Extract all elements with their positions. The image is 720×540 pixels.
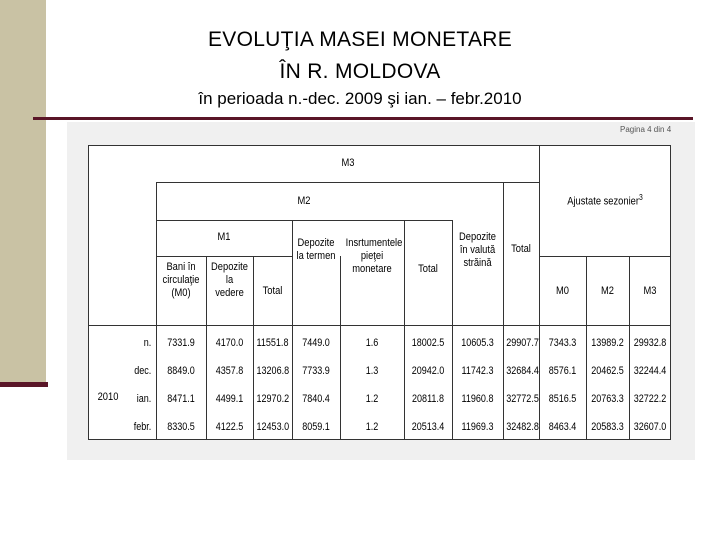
table-cell: 4122.5	[215, 421, 244, 433]
table-cell: 20462.5	[591, 365, 624, 377]
col-divider	[586, 256, 587, 440]
table-cell: 4357.8	[215, 365, 244, 377]
table-cell: 8849.0	[167, 365, 195, 377]
col-divider	[340, 256, 341, 440]
col-divider	[452, 220, 453, 440]
col-divider	[503, 182, 504, 440]
table-cell: 13989.2	[591, 337, 624, 349]
table-cell: 11969.3	[461, 421, 494, 433]
left-bar-accent	[0, 382, 48, 387]
table-cell: 29932.8	[633, 337, 667, 349]
slide-subtitle: în perioada n.-dec. 2009 şi ian. – febr.2010	[198, 89, 522, 108]
column-header: M3	[643, 285, 657, 297]
col-divider	[156, 182, 157, 440]
slide-title-line-1: EVOLUŢIA MASEI MONETARE	[207, 28, 513, 51]
table-border-left	[88, 145, 89, 440]
column-header: M0	[556, 285, 569, 297]
column-header: Bani în circulaţie (M0)	[162, 261, 200, 299]
row-period-label: dec.	[134, 365, 152, 377]
year-label: 2010	[97, 391, 119, 403]
table-cell: 11742.3	[461, 365, 494, 377]
column-header: Depozite în valută străină	[459, 231, 496, 269]
table-cell: 1.2	[365, 393, 379, 405]
header-seasonally-adjusted-label: Ajustate sezonier	[567, 195, 639, 208]
table-cell: 20763.3	[591, 393, 624, 405]
rule-under-m3	[156, 182, 540, 183]
table-cell: 32244.4	[633, 365, 667, 377]
table-cell: 7343.3	[548, 337, 577, 349]
table-cell: 29907.7	[506, 337, 539, 349]
column-header: Insrtumentele pieţei monetare	[345, 237, 403, 275]
title-underline-rule	[33, 117, 693, 120]
table-cell: 32607.0	[633, 421, 667, 433]
col-divider	[539, 145, 540, 440]
table-cell: 8463.4	[548, 421, 577, 433]
rule-under-m2	[156, 220, 452, 221]
row-period-label: ian.	[136, 393, 152, 405]
table-cell: 1.6	[365, 337, 379, 349]
monetary-mass-table	[88, 145, 671, 440]
header-m2: M2	[297, 195, 311, 207]
table-cell: 20942.0	[411, 365, 445, 377]
table-cell: 12970.2	[256, 393, 290, 405]
table-cell: 8059.1	[302, 421, 330, 433]
footnote-marker: 3	[638, 193, 643, 202]
table-cell: 12453.0	[256, 421, 290, 433]
table-border-bottom	[88, 439, 671, 440]
table-cell: 32772.5	[506, 393, 539, 405]
col-divider	[206, 256, 207, 440]
table-cell: 18002.5	[411, 337, 445, 349]
table-cell: 1.3	[365, 365, 379, 377]
page-number-label: Pagina 4 din 4	[620, 125, 672, 134]
col-divider	[404, 220, 405, 440]
table-cell: 11551.8	[256, 337, 289, 349]
col-divider	[253, 256, 254, 440]
table-cell: 4170.0	[215, 337, 244, 349]
table-cell: 20811.8	[412, 393, 444, 405]
column-header: M2	[601, 285, 614, 297]
table-cell: 32684.4	[506, 365, 539, 377]
header-m1: M1	[217, 231, 231, 243]
row-period-label: febr.	[133, 421, 152, 433]
row-period-label: n.	[143, 337, 152, 349]
col-divider	[629, 256, 630, 440]
table-cell: 7733.9	[302, 365, 330, 377]
column-header: Total	[418, 263, 438, 275]
table-cell: 8471.1	[167, 393, 195, 405]
table-cell: 20513.4	[411, 421, 445, 433]
table-cell: 11960.8	[461, 393, 494, 405]
column-header: Depozite la vedere	[211, 261, 248, 299]
table-cell: 1.2	[365, 421, 379, 433]
table-cell: 8516.5	[548, 393, 577, 405]
table-cell: 8330.5	[167, 421, 195, 433]
table-cell: 10605.3	[461, 337, 494, 349]
table-cell: 13206.8	[256, 365, 290, 377]
table-cell: 20583.3	[591, 421, 624, 433]
rule-under-column-headers	[88, 325, 671, 326]
rule-under-seasonal	[539, 256, 671, 257]
header-m3: M3	[341, 157, 355, 169]
table-border-top	[88, 145, 671, 146]
table-cell: 8576.1	[548, 365, 577, 377]
table-border-right	[670, 145, 671, 440]
rule-under-m1	[156, 256, 292, 257]
table-cell: 32482.8	[506, 421, 539, 433]
header-seasonally-adjusted	[549, 191, 661, 209]
column-header: Total	[511, 243, 531, 255]
table-cell: 7840.4	[302, 393, 330, 405]
table-cell: 32722.2	[633, 393, 667, 405]
slide-title-line-2: ÎN R. MOLDOVA	[279, 60, 441, 83]
table-cell: 4499.1	[215, 393, 244, 405]
column-header: Depozite la termen	[296, 237, 336, 262]
table-cell: 7331.9	[167, 337, 195, 349]
table-cell: 7449.0	[302, 337, 330, 349]
col-divider	[292, 220, 293, 440]
left-decorative-bar	[0, 0, 46, 382]
column-header: Total	[262, 285, 283, 297]
